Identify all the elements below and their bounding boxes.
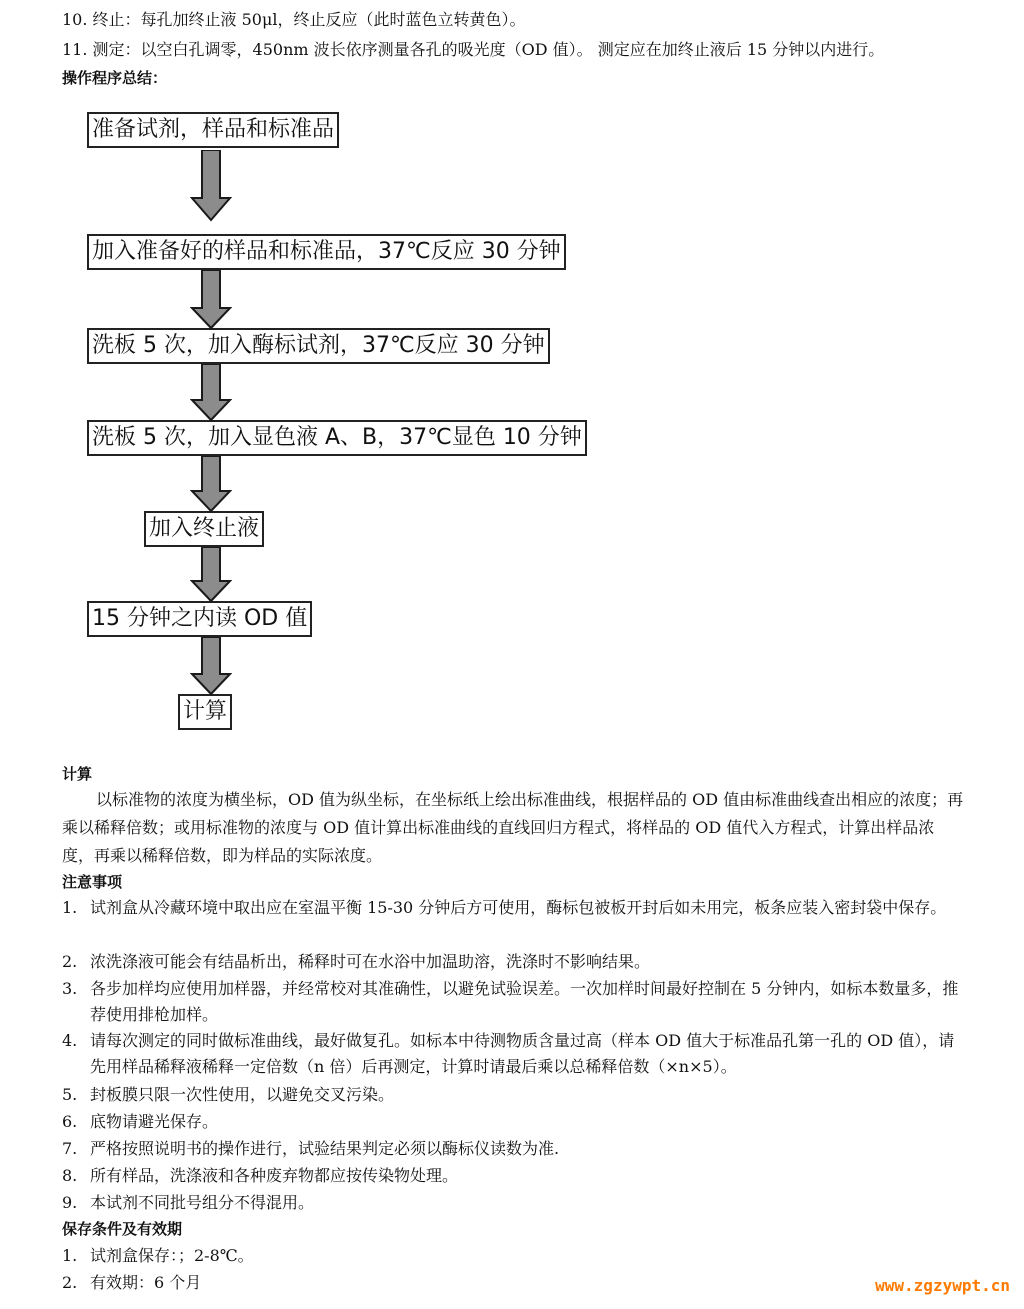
flow-arrow-down-icon	[190, 456, 232, 513]
note-text: 严格按照说明书的操作进行，试验结果判定必须以酶标仪读数为准.	[90, 1139, 560, 1158]
note-number: 5.	[62, 1085, 78, 1104]
notes-heading: 注意事项	[62, 873, 123, 891]
step-10: 10. 终止：每孔加终止液 50μl，终止反应（此时蓝色立转黄色）。	[62, 10, 526, 29]
note-item	[62, 1109, 964, 1135]
storage-item	[62, 1270, 964, 1296]
flow-box-calculate: 计算	[178, 694, 232, 730]
note-item	[62, 976, 964, 1028]
note-number: 7.	[62, 1139, 78, 1158]
note-text: 试剂盒从冷藏环境中取出应在室温平衡 15-30 分钟后方可使用，酶标包被板开封后如未用完，板条应装入密封袋中保存。	[90, 898, 947, 917]
flow-arrow-down-icon	[190, 637, 232, 696]
storage-text: 试剂盒保存：；2-8℃。	[90, 1246, 254, 1265]
note-item	[62, 1190, 964, 1216]
flow-arrow-down-icon	[190, 547, 232, 603]
note-number: 8.	[62, 1166, 78, 1185]
flow-box-add-samples: 加入准备好的样品和标准品，37℃反应 30 分钟	[87, 234, 566, 270]
storage-heading: 保存条件及有效期	[62, 1220, 183, 1238]
note-number: 2.	[62, 952, 78, 971]
note-item	[62, 949, 964, 975]
note-text: 各步加样均应使用加样器，并经常校对其准确性，以避免试验误差。一次加样时间最好控制在 5 分钟内，如标本数量多，推荐使用排枪加样。	[90, 979, 959, 1024]
step-11: 11. 测定：以空白孔调零，450nm 波长依序测量各孔的吸光度（OD 值）。 测定应在加终止液后 15 分钟以内进行。	[62, 40, 885, 59]
watermark: www.zgzywpt.cn	[875, 1276, 1010, 1295]
note-text: 底物请避光保存。	[90, 1112, 219, 1131]
note-text: 本试剂不同批号组分不得混用。	[90, 1193, 315, 1212]
flow-box-prepare: 准备试剂，样品和标准品	[87, 112, 339, 148]
note-text: 封板膜只限一次性使用，以避免交叉污染。	[90, 1085, 395, 1104]
flow-arrow-down-icon	[190, 364, 232, 422]
note-item	[62, 1028, 964, 1080]
note-number: 6.	[62, 1112, 78, 1131]
calc-heading: 计算	[62, 765, 93, 783]
flow-box-wash-enzyme: 洗板 5 次，加入酶标试剂，37℃反应 30 分钟	[87, 328, 550, 364]
note-text: 请每次测定的同时做标准曲线，最好做复孔。如标本中待测物质含量过高（样本 OD 值大于标准品孔第一孔的 OD 值），请先用样品稀释液稀释一定倍数（n 倍）后再测定，计算时请最后乘以总稀释倍数（×n×5）。	[90, 1031, 955, 1076]
flow-box-wash-color: 洗板 5 次，加入显色液 A、B，37℃显色 10 分钟	[87, 420, 587, 456]
flow-arrow-down-icon	[190, 270, 232, 330]
note-item	[62, 1082, 964, 1108]
summary-heading: 操作程序总结：	[62, 69, 168, 87]
storage-number: 2.	[62, 1273, 78, 1292]
calc-text: 以标准物的浓度为横坐标，OD 值为纵坐标，在坐标纸上绘出标准曲线，根据样品的 OD 值由标准曲线查出相应的浓度；再乘以稀释倍数；或用标准物的浓度与 OD 值计算出标准曲线的直线回归方程式，将样品的 OD 值代入方程式，计算出样品浓度，再乘以稀释倍数，即为样品的实际浓度。	[62, 790, 964, 865]
note-number: 1.	[62, 898, 78, 917]
note-text: 浓洗涤液可能会有结晶析出，稀释时可在水浴中加温助溶，洗涤时不影响结果。	[90, 952, 651, 971]
storage-text: 有效期：6 个月	[90, 1273, 202, 1292]
note-item	[62, 895, 964, 921]
storage-number: 1.	[62, 1246, 78, 1265]
flow-box-stop: 加入终止液	[144, 511, 264, 547]
note-number: 4.	[62, 1031, 78, 1050]
note-number: 3.	[62, 979, 78, 998]
note-item	[62, 1136, 964, 1162]
storage-item	[62, 1243, 964, 1269]
note-item	[62, 1163, 964, 1189]
note-number: 9.	[62, 1193, 78, 1212]
flow-box-read-od: 15 分钟之内读 OD 值	[87, 601, 312, 637]
flow-arrow-down-icon	[190, 150, 232, 222]
note-text: 所有样品，洗涤液和各种废弃物都应按传染物处理。	[90, 1166, 459, 1185]
